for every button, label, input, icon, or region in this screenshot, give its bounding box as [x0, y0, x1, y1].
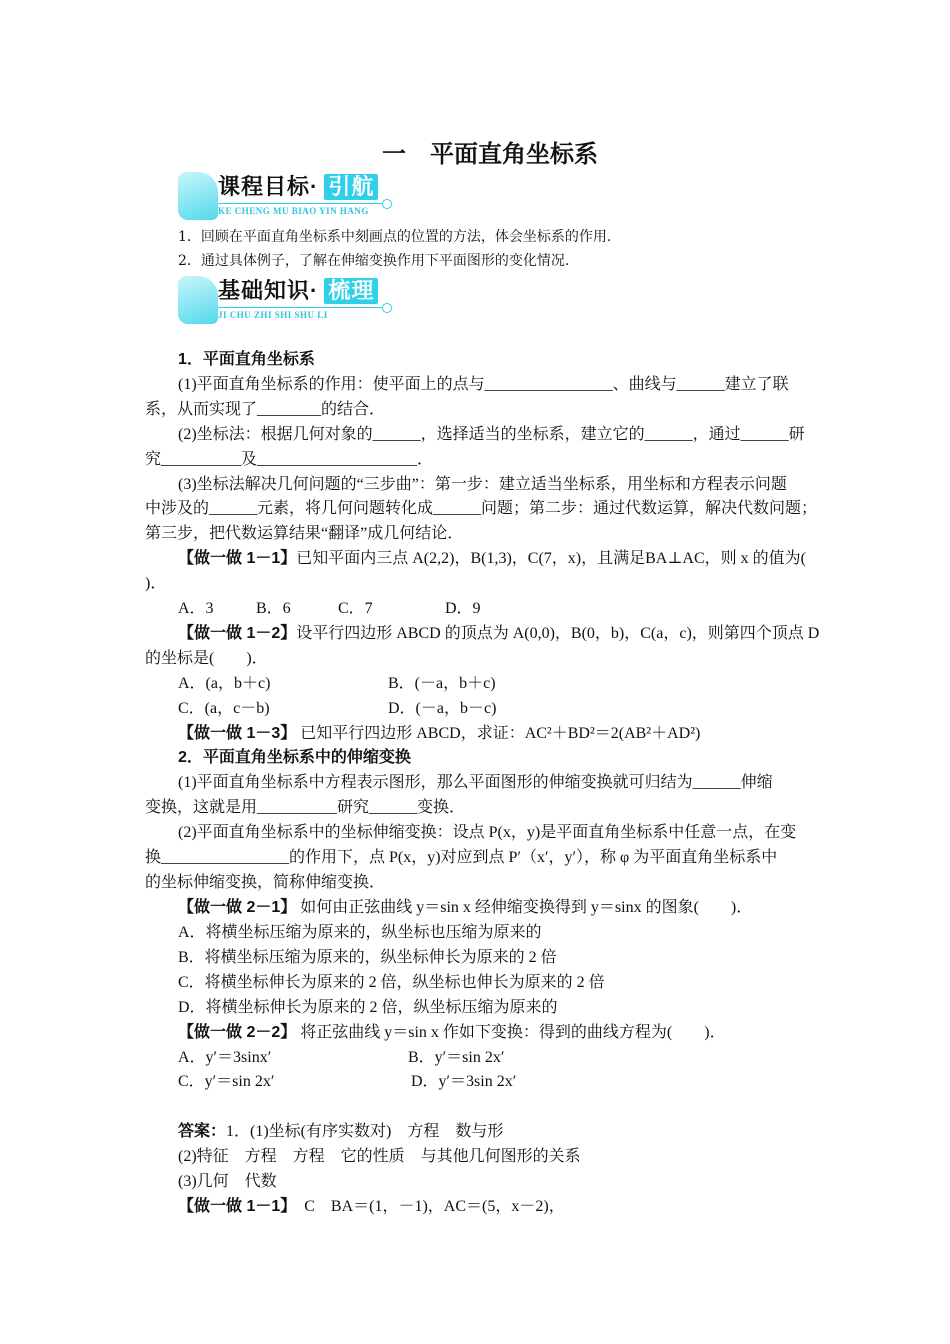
answer-text: 1．(1)坐标(有序实数对) 方程 数与形 — [226, 1123, 504, 1140]
option-a: A．3 — [178, 600, 214, 617]
exercise-label: 【做一做 1－2】 — [178, 625, 297, 642]
exercise-2-1 — [178, 898, 752, 918]
exercise-label: 【做一做 1－1】 — [178, 550, 297, 567]
exercise-label: 【做一做 2－1】 — [178, 899, 297, 916]
text-line: (1)平面直角坐标系中方程表示图形，那么平面图形的伸缩变换就可归结为______伸缩 — [178, 774, 773, 791]
answers-exercise-1-1 — [178, 1197, 565, 1217]
banner-pinyin: JI CHU ZHI SHI SHU LI — [218, 310, 328, 320]
text-line: 中涉及的______元素，将几何问题转化成______问题；第二步：通过代数运算，解决代数问题； — [145, 500, 818, 517]
banner-course-objectives — [178, 172, 408, 222]
text-line: 第三步，把代数运算结果“翻译”成几何结论． — [145, 525, 464, 542]
text-line: 的坐标是( )． — [145, 650, 268, 667]
banner-dot — [382, 303, 392, 313]
exercise-label: 【做一做 2－2】 — [178, 1024, 297, 1041]
exercise-text: 如何由正弦曲线 y＝sin x 经伸缩变换得到 y＝sinx 的图象( )． — [296, 899, 753, 916]
exercise-text: 已知平行四边形 ABCD，求证：AC²＋BD²＝2(AB²＋AD²) — [296, 725, 701, 742]
banner-title: 课程目标· — [218, 174, 319, 199]
exercise-2-2 — [178, 1023, 726, 1043]
banner-dot — [382, 199, 392, 209]
option-b: B．y′＝sin 2x′ — [408, 1049, 505, 1066]
answers-line-2: (2)特征 方程 方程 它的性质 与其他几何图形的关系 — [178, 1148, 581, 1165]
option-a: A．将横坐标压缩为原来的，纵坐标也压缩为原来的 — [178, 924, 542, 941]
option-c: C．y′＝sin 2x′ — [178, 1073, 275, 1090]
text-line: (1)平面直角坐标系的作用：使平面上的点与________________、曲线与______建立了联 — [178, 376, 789, 393]
option-c: C．(a，c－b) — [178, 700, 270, 717]
answers-label: 答案： — [178, 1123, 227, 1140]
text-line: 变换，这就是用__________研究______变换． — [145, 799, 466, 816]
option-d: D．9 — [445, 600, 481, 617]
answers-line-1 — [178, 1122, 503, 1142]
exercise-label: 【做一做 1－3】 — [178, 725, 297, 742]
option-b: B．(－a，b＋c) — [388, 675, 496, 692]
banner-heading — [218, 174, 378, 200]
exercise-text: 将正弦曲线 y＝sin x 作如下变换：得到的曲线方程为( )． — [296, 1024, 726, 1041]
banner-pinyin: KE CHENG MU BIAO YIN HANG — [218, 206, 369, 216]
text-line: 换________________的作用下，点 P(x，y)对应到点 P′（x′，y′），称 φ 为平面直角坐标系中 — [145, 849, 778, 866]
objective-1: 1．回顾在平面直角坐标系中刻画点的位置的方法，体会坐标系的作用. — [178, 229, 612, 245]
option-b: B．6 — [256, 600, 291, 617]
text-line: 究__________及____________________． — [145, 451, 434, 468]
option-c: C．将横坐标伸长为原来的 2 倍，纵坐标也伸长为原来的 2 倍 — [178, 974, 605, 991]
exercise-1-3 — [178, 724, 700, 744]
option-b: B．将横坐标压缩为原来的，纵坐标伸长为原来的 2 倍 — [178, 949, 557, 966]
text-line: (2)坐标法：根据几何对象的______，选择适当的坐标系，建立它的______，通过______研 — [178, 426, 805, 443]
page-title: 一 平面直角坐标系 — [382, 141, 598, 168]
option-d: D．y′＝3sin 2x′ — [411, 1073, 517, 1090]
section-heading: 1．平面直角坐标系 — [178, 351, 315, 368]
banner-heading — [218, 278, 378, 304]
text-line: 系，从而实现了________的结合． — [145, 401, 386, 418]
option-a: A．y′＝3sinx′ — [178, 1049, 272, 1066]
banner-rule — [218, 203, 383, 204]
option-c: C．7 — [338, 600, 373, 617]
objective-2: 2．通过具体例子，了解在伸缩变换作用下平面图形的变化情况. — [178, 253, 570, 269]
answer-text: C BA＝(1，－1)，AC＝(5，x－2)， — [288, 1198, 565, 1215]
exercise-text: 设平行四边形 ABCD 的顶点为 A(0,0)，B(0，b)，C(a，c)，则第四个顶点 D — [296, 625, 820, 642]
banner-basic-knowledge — [178, 276, 408, 326]
banner-title: 基础知识· — [218, 278, 319, 303]
option-a: A．(a，b＋c) — [178, 675, 271, 692]
answers-line-3: (3)几何 代数 — [178, 1173, 277, 1190]
text-line: )． — [145, 575, 167, 592]
banner-tag: 引航 — [324, 174, 378, 200]
text-line: 的坐标伸缩变换，简称伸缩变换． — [145, 874, 386, 891]
text-line: (3)坐标法解决几何问题的“三步曲”：第一步：建立适当坐标系，用坐标和方程表示问题 — [178, 476, 787, 493]
option-d: D．将横坐标伸长为原来的 2 倍，纵坐标压缩为原来的 — [178, 999, 558, 1016]
exercise-text: 已知平面内三点 A(2,2)，B(1,3)，C(7，x)，且满足BA⊥AC，则 x 的值为( — [296, 550, 806, 567]
satellite-dish-icon — [178, 172, 218, 220]
exercise-1-1 — [178, 549, 806, 569]
exercise-1-2 — [178, 624, 819, 644]
text-line: (2)平面直角坐标系中的坐标伸缩变换：设点 P(x，y)是平面直角坐标系中任意一点，在变 — [178, 824, 797, 841]
option-d: D．(－a，b－c) — [388, 700, 497, 717]
section-heading: 2．平面直角坐标系中的伸缩变换 — [178, 749, 411, 766]
banner-tag: 梳理 — [324, 278, 378, 304]
banner-rule — [218, 307, 383, 308]
abc-blocks-icon — [178, 276, 218, 324]
exercise-label: 【做一做 1－1】 — [178, 1198, 289, 1215]
